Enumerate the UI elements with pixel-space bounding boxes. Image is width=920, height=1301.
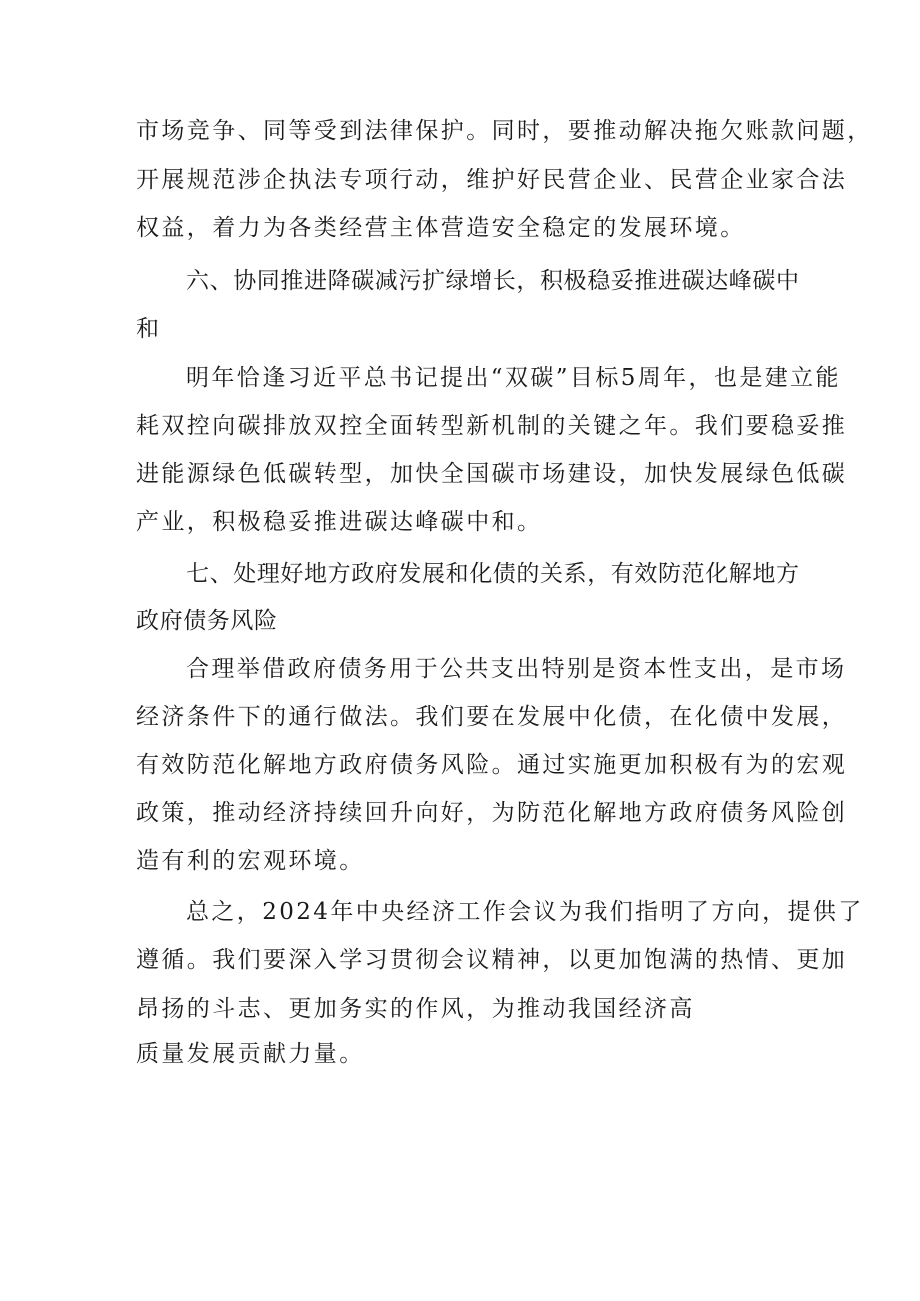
section-seven-body-line-4: 政策，推动经济持续回升向好，为防范化解地方政府债务风险创 [136, 800, 848, 826]
section-six-body-line-3: 进能源绿色低碳转型，加快全国碳市场建设，加快发展绿色低碳 [136, 461, 848, 487]
section-seven-heading-line-2: 政府债务风险 [136, 608, 278, 634]
section-seven-body-line-2: 经济条件下的通行做法。我们要在发展中化债，在化债中发展， [136, 704, 848, 730]
section-seven-heading-line-1: 七、处理好地方政府发展和化债的关系，有效防范化解地方 [186, 561, 800, 587]
section-six-body-line-2: 耗双控向碳排放双控全面转型新机制的关键之年。我们要稳妥推 [136, 413, 848, 439]
intro-line-3: 权益，着力为各类经营主体营造安全稳定的发展环境。 [136, 215, 746, 241]
section-six-body-line-4: 产业，积极稳妥推进碳达峰碳中和。 [136, 509, 543, 535]
intro-line-1: 市场竞争、同等受到法律保护。同时，要推动解决拖欠账款问题， [136, 118, 873, 144]
section-six-heading-line-2: 和 [136, 316, 160, 342]
section-six-heading-line-1: 六、协同推进降碳减污扩绿增长，积极稳妥推进碳达峰碳中 [186, 268, 800, 294]
conclusion-line-2: 遵循。我们要深入学习贯彻会议精神，以更加饱满的热情、更加 [136, 947, 848, 973]
section-seven-body-line-1: 合理举借政府债务用于公共支出特别是资本性支出，是市场 [186, 656, 847, 682]
section-six-body-line-1: 明年恰逢习近平总书记提出“双碳”目标5周年，也是建立能 [186, 365, 841, 391]
section-seven-body-line-3: 有效防范化解地方政府债务风险。通过实施更加积极有为的宏观 [136, 752, 848, 778]
conclusion-line-4: 质量发展贡献力量。 [136, 1041, 365, 1067]
conclusion-line-1: 总之，2024年中央经济工作会议为我们指明了方向，提供了 [186, 899, 864, 925]
section-seven-body-line-5: 造有利的宏观环境。 [136, 848, 365, 874]
intro-line-2: 开展规范涉企执法专项行动，维护好民营企业、民营企业家合法 [136, 167, 848, 193]
conclusion-line-3: 昂扬的斗志、更加务实的作风，为推动我国经济高 [136, 996, 695, 1022]
